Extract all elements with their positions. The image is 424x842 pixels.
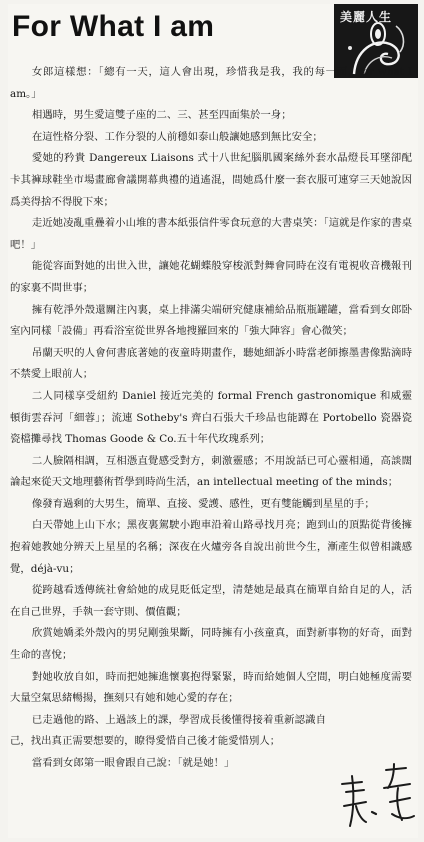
paragraph-2: 相遇時，男生愛這雙子座的二、三、甚至四面集於一身； (31, 109, 292, 122)
column-header (8, 4, 418, 62)
newspaper-clipping (8, 4, 418, 838)
paragraph-5: 走近她凌亂重疊着小山堆的書本紙張信件零食玩意的大書桌笑：「這就是作家的書桌吧！」 (10, 217, 412, 251)
column-name: 美麗人生 (340, 10, 393, 24)
paragraph-17: 當看到女郎第一眼會跟自己說：「就是她！」 (31, 757, 235, 769)
paragraph-15: 對她收放自如，時而把她擁進懷裏抱得緊緊，時而給她個人空間，明白她極度需要大量空氣思緒暢揚，撫刻只有她和她心愛的存在； (10, 670, 412, 705)
article-title: For What I am (12, 10, 215, 43)
paragraph-10: 二人臉隔相調，互相憑直覺感受對方，刺激靈感；不用說話已可心靈相通，高談闊論起來從天文地理藝術哲學到時尚生活，an intellectual meeting of the minds； (10, 454, 412, 489)
paragraph-3: 在這性格分裂、工作分裂的人前穩如泰山般讓她感到無比安全； (31, 130, 323, 143)
paragraph-8: 吊蘭天呎的人會何書底著她的夜童時期畫作，聽她細訴小時當老師擦墨書像點滴時不禁愛上眼前人； (10, 346, 412, 381)
paragraph-13: 從跨越看透傳統社會給她的成見貶低定型，清楚她是最真在簡單自給自足的人，活在自己世界，手執一套守則、價值觀； (10, 584, 412, 618)
paragraph-12: 白天帶她上山下水；黑夜裏駕駛小跑車沿着山路尋找月亮；跑到山的頂點從背後擁抱着她教她分辨天上星星的名稱；深夜在火爐旁各自說出前世今生，漸產生似曾相識感覺，déjà-vu； (10, 519, 412, 575)
paragraph-9: 二人同樣享受紐約 Daniel 接近完美的 formal French gastronomique 和威靈頓街雲吞河「細蓉」；流連 Sotheby's 齊白石張大千珍品也能蹲在 Portobello 瓷器瓷瓷檔攤尋找 Thomas Goode & Co.五十年代玫瑰系列； (10, 389, 412, 446)
paragraph-11: 像發育過剩的大男生，簡單、直接、愛護、感性，更有雙能觸到星星的手； (31, 497, 375, 510)
paragraph-1: 女郎這樣想：「總有一天，這人會出現，珍惜我是我，我的每一面，for what I am。」 (10, 66, 412, 100)
paragraph-16: 已走過他的路、上過該上的課，學習成長後懂得接着重新認識自己，找出真正需要想要的，瞭得愛惜自己後才能愛惜別人； (10, 713, 326, 748)
paragraph-6: 能從容面對她的出世入世，讓她花蝴蝶般穿梭派對舞會同時在沒有電視收音機報刊的家裏不問世事； (10, 260, 412, 294)
paragraph-14: 欣賞她嬌柔外殼內的男兒剛強果斷，同時擁有小孩童真，面對新事物的好奇，面對生命的喜悅； (10, 627, 412, 662)
paragraph-7: 擁有乾淨外殼還關注內裏，桌上排滿尖端研究健康補給品瓶瓶罐罐，當看到女郎卧室內同樣「設備」再看浴室從世界各地搜羅回來的「強大陣容」會心微笑； (10, 303, 412, 338)
paragraph-4: 愛她的矜貴 Dangereux Liaisons 式十八世紀腦肌國案絲外套水晶燈長耳墜卻配卡其褲球鞋坐市場畫廊會議開幕典禮的逍遙混，間她爲什麼一套衣服可連穿三天她說因爲美得捨不得脫下來； (10, 152, 412, 208)
handwritten-signature (336, 762, 418, 832)
article-body (10, 62, 412, 775)
